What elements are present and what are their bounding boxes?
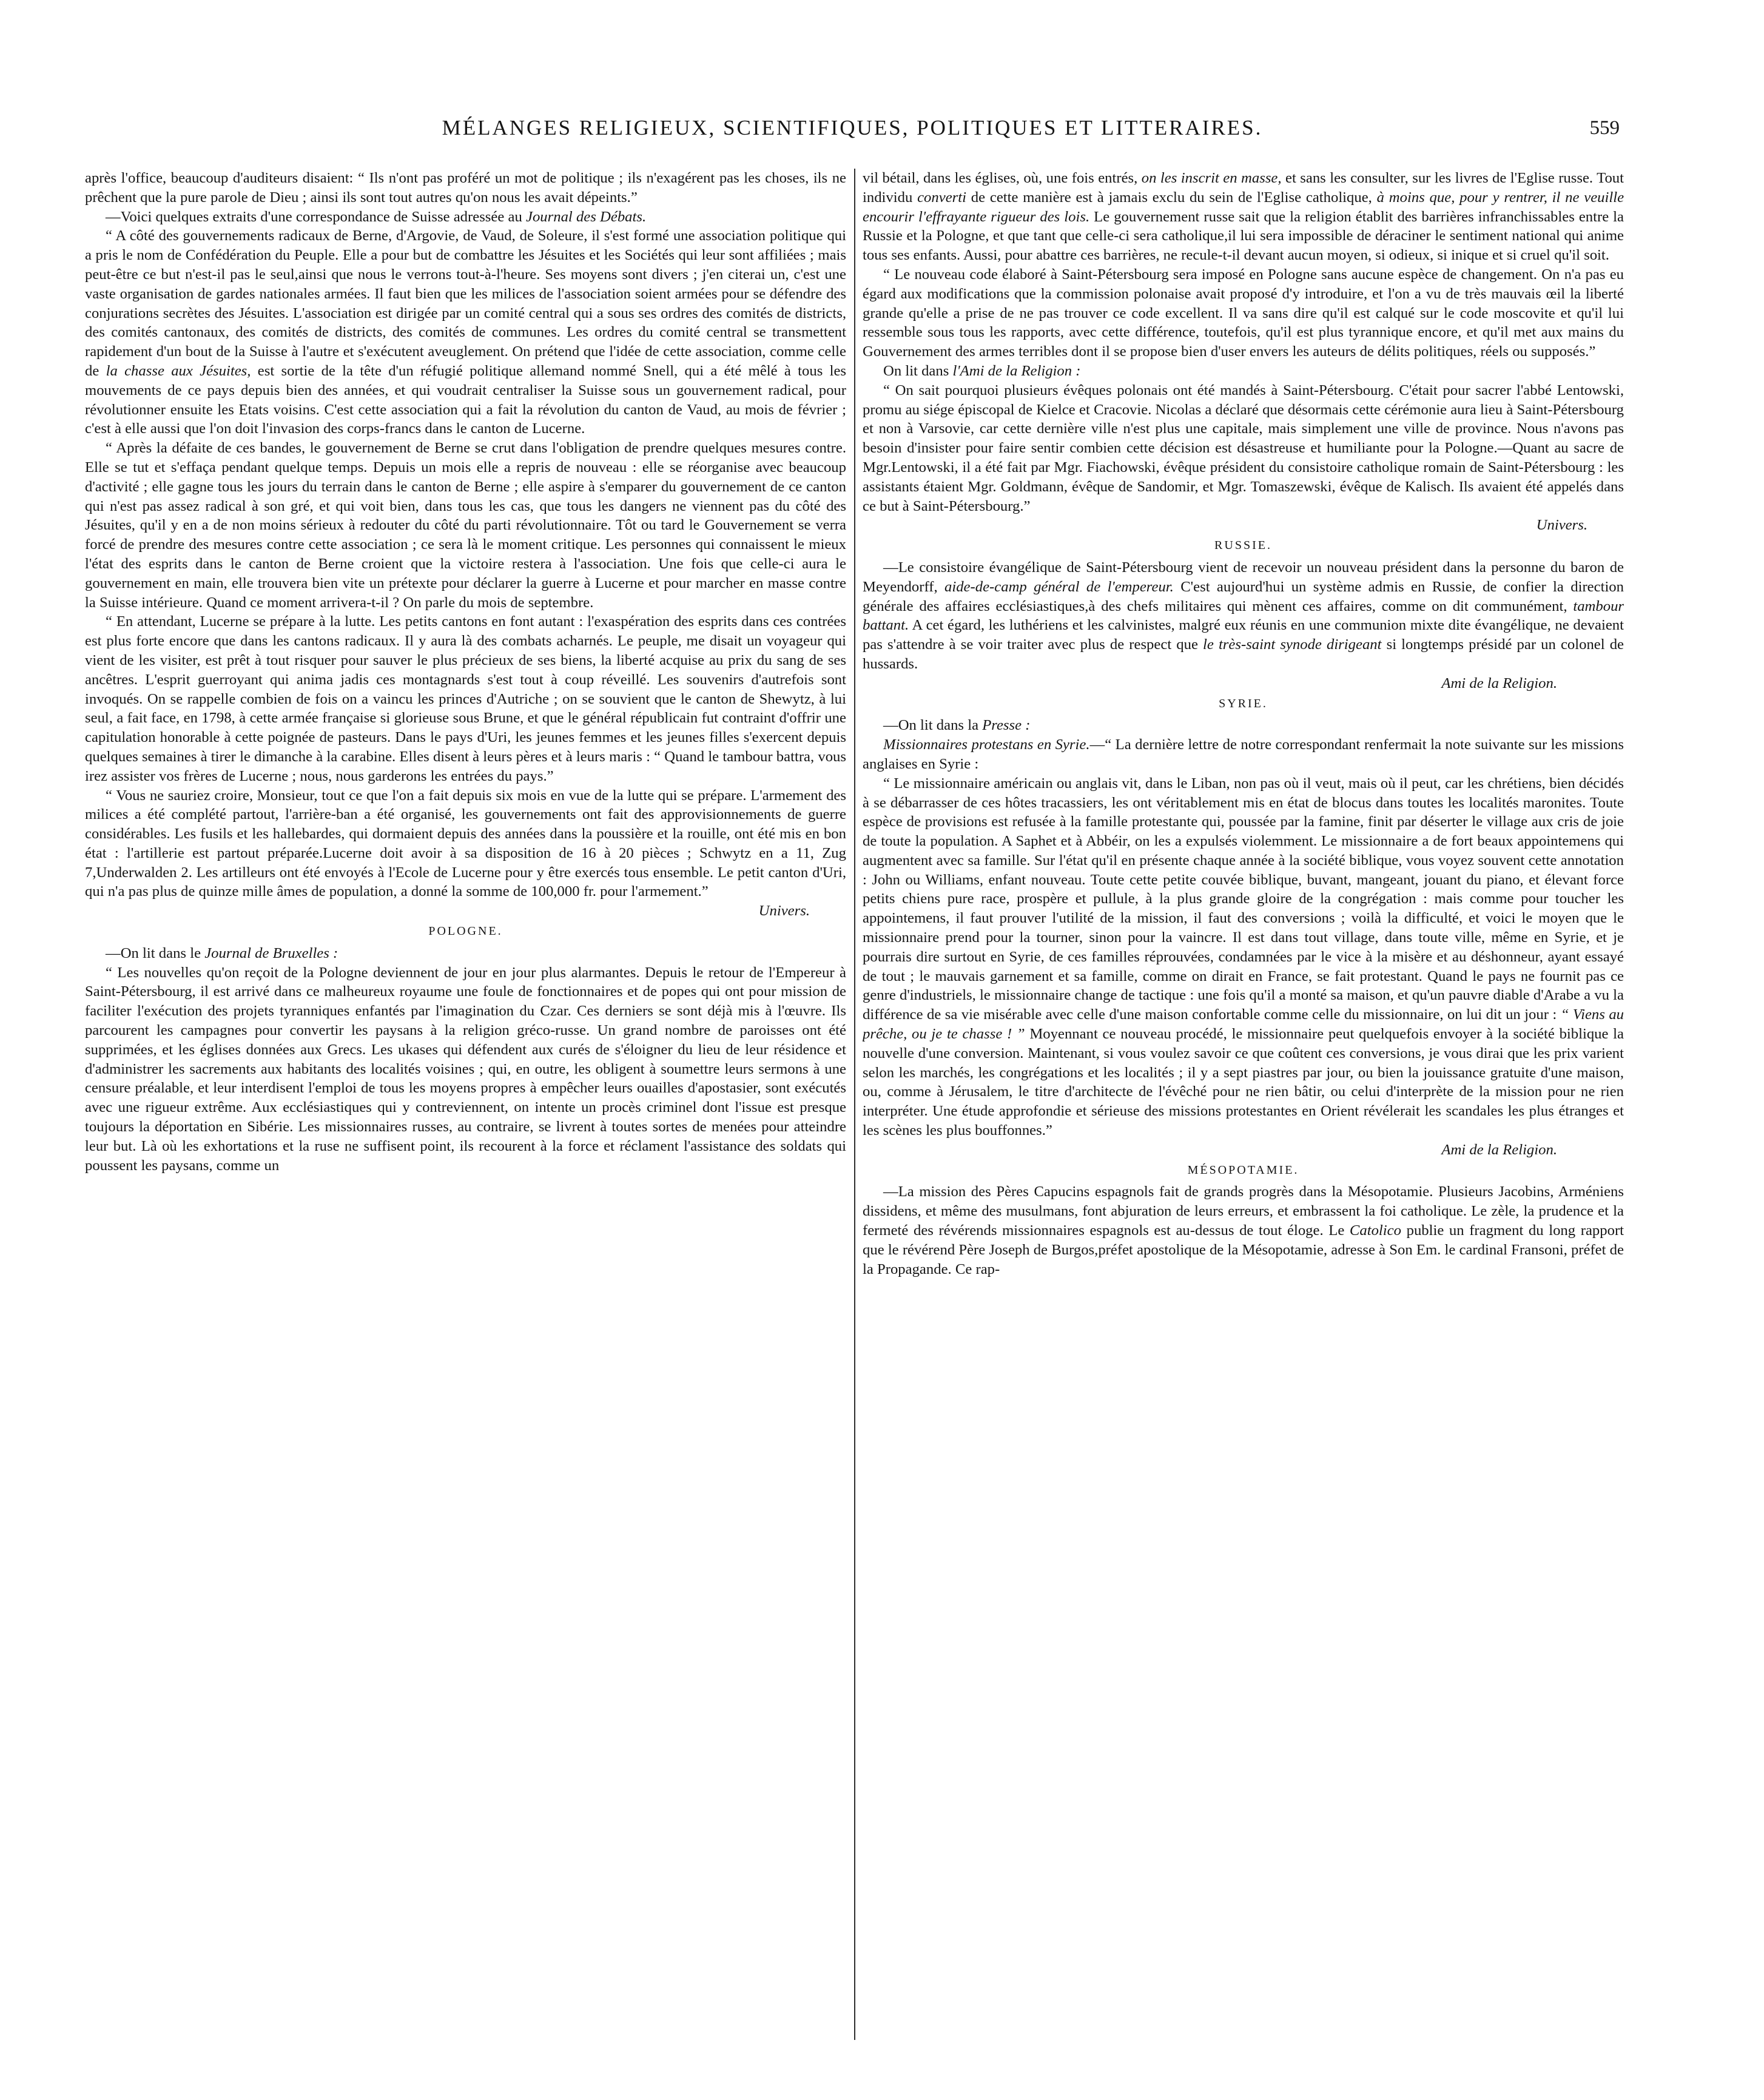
newspaper-name: Journal des Débats. [525,208,647,225]
running-title: MÉLANGES RELIGIEUX, SCIENTIFIQUES, POLITIQUES ET LITTERAIRES. [442,116,1263,140]
source-signature: Ami de la Religion. [1441,675,1557,692]
text: “ Vous ne sauriez croire, Monsieur, tout ce que l'on a fait depuis six mois en vue de la lutte qui se prépare. L'armement des milices a été complété partout, l'arrière-ban a été organisé, les gouvernements ont fait des approvisionnements de guerre considérables. Les fusils et les hallebardes, qui dormaient depuis des années dans la poussière et la rouille, ont été mis en bon état : l'artillerie est partout préparée.Lucerne doit avoir à sa disposition de 16 à 20 pièces ; Schwytz en a 11, Zug 7,Underwalden 2. Les artilleurs ont été envoyés à l'Ecole de Lucerne pour y être exercés tous ensemble. Le petit canton d'Uri, qui n'a pas plus de quinze mille âmes de population, a donné la somme de 100,000 fr. pour l'armement.” [85,787,846,900]
text: Le gouvernement russe sait que la religion établit des barrières infranchissables entre la Russie et la Pologne, et que tant que celle-ci sera catholique,il lui sera impossible de déraciner le sentiment national qui anime tous ses enfants. Aussi, pour abattre ces barrières, ne recule-t-il devant aucun moyen, si odieux, si inique et si cruel qu'il soit. [863,208,1624,264]
section-heading-russie: RUSSIE. [1214,539,1272,553]
paragraph: après l'office, beaucoup d'auditeurs disaient: “ Ils n'ont pas proféré un mot de politique ; ils n'exagérent pas les choses, ils ne prêchent que la pure parole de Dieu ; ainsi ils sont tout autres qu'on nous les avait dépeints.” [85,170,846,206]
source-signature: Univers. [758,903,810,920]
emphasis: la chasse aux Jésuites, [106,362,251,379]
page-number: 559 [1589,117,1620,139]
paragraph [863,558,1624,693]
source-signature: Univers. [1536,517,1587,534]
text: vil bétail, dans les églises, où, une fois entrés, [863,170,1138,186]
right-column [863,169,1624,2043]
paragraph [85,944,846,963]
text: “ A côté des gouvernements radicaux de Berne, d'Argovie, de Vaud, de Soleure, il s'est formé une association politique qui a pris le nom de Confédération du Peuple. Elle a pour but de combattre les Jésuites et les Sociétés qui leur sont affiliées ; mais peut-être ce but n'est-il pas le seul,ainsi que nous le verrons tout-à-l'heure. Ses moyens sont divers ; j'en citerai un, c'est une vaste organisation de gardes nationales armées. Il faut bien que les milices de l'association soient armées pour se défendre des conjurations secrètes des Jésuites. L'association est dirigée par un comité central qui a sous ses ordres des comités de districts, des comités cantonaux, des comités de districts, des comités de communes. Les ordres du comité central se transmettent rapidement d'un bout de la Suisse à l'autre et s'exécutent aveuglement. On prétend que l'idée de cette association, comme celle de [85,227,846,379]
text: est sortie de la tête d'un réfugié politique allemand nommé Snell, qui a été mêlé à tous les mouvements de ce pays depuis bien des années, et qui voudrait centraliser la Suisse sous un gouvernement radical, pour révolutionner ensuite les Etats voisins. C'est cette association qui a fait la révolution du canton de Vaud, au mois de février ; c'est à elle aussi que l'on doit l'invasion des corps-francs dans le canton de Lucerne. [85,362,846,437]
paragraph [863,169,1624,265]
paragraph [863,774,1624,1160]
paragraph [863,362,1624,381]
newspaper-name: Presse : [982,717,1031,734]
emphasis: le très-saint synode dirigeant [1203,636,1382,653]
paragraph [863,1182,1624,1279]
emphasis: tambour battant. [863,597,1624,634]
paragraph: “ En attendant, Lucerne se prépare à la lutte. Les petits cantons en font autant : l'exaspération des esprits dans ces contrées est plus forte encore que dans les cantons radicaux. Il y aura là des combats acharnés. Le peuple, me disait un voyageur qui vient de les visiter, est prêt à tout risquer pour sauver le plus précieux de ses biens, la liberté acquise au prix du sang de ses ancêtres. L'esprit guerroyant qui anima jadis ces montagnards s'est tout à coup réveillé. Les souvenirs d'autrefois sont invoqués. On se rappelle combien de fois on a vaincu les princes d'Autriche ; on se souvient que le canton de Shewytz, à lui seul, a fait face, en 1798, à cette armée française si glorieuse sous Brune, et que le général républicain fut contraint d'offrir une capitulation honorable à cette poignée de pasteurs. Dans le pays d'Uri, les jeunes femmes et les jeunes filles s'exercent depuis quelques semaines à tirer le dimanche à la carabine. Elles disent à leurs pères et à leurs maris : “ Quand le tambour battra, vous irez assister vos frères de Lucerne ; nous, nous garderons les entrées du pays.” [85,613,846,784]
section-heading-pologne: POLOGNE. [428,924,503,938]
emphasis: on les inscrit en masse, [1141,170,1282,186]
text: —On lit dans le [106,944,201,961]
text: et sans les consulter, sur les livres de l'Eglise russe. Tout individu [863,170,1624,206]
paragraph [863,735,1624,774]
article-title: Missionnaires protestans en Syrie. [883,736,1090,753]
text: “ On sait pourquoi plusieurs évêques polonais ont été mandés à Saint-Pétersbourg. C'était pour sacrer l'abbé Lentowski, promu au siége épiscopal de Kielce et Cracovie. Nicolas a déclaré que désormais cette cérémonie aura lieu à Saint-Pétersbourg et non à Varsovie, car cette dernière ville n'est plus une capitale, mais simplement une ville de province. Nous n'avons pas besoin d'insister pour faire sentir combien cette décision est désastreuse et humiliante pour la Pologne.—Quant au sacre de Mgr.Lentowski, il a été fait par Mgr. Fiachowski, évêque président du consistoire catholique romain de Saint-Pétersbourg : les assistants étaient Mgr. Goldmann, évêque de Sandomir, et Mgr. Tomaszewski, évêque de Kalisch. Ils avaient été appelés dans ce but à Saint-Pétersbourg.” [863,382,1624,514]
paragraph: “ Le nouveau code élaboré à Saint-Pétersbourg sera imposé en Pologne sans aucune espèce de changement. On n'a pas eu égard aux modifications que la commission polonaise avait proposé d'y introduire, et l'on a vu de très mauvais œil la liberté grande qu'elle a prise de ne pas trouver ce code excellent. Il va sans dire qu'il est calqué sur le code moscovite et qu'il lui ressemble sous tous les rapports, avec cette différence, toutefois, qu'il est plus tyrannique encore, et qu'il met aux mains du Gouvernement des armes terribles dont il se propose bien d'user envers les auteurs de délits politiques, réels ou supposés.” [863,266,1624,360]
paragraph [85,786,846,921]
newspaper-name: l'Ami de la Religion : [952,362,1081,379]
text: On lit dans [883,362,949,379]
paragraph: “ Après la défaite de ces bandes, le gouvernement de Berne se crut dans l'obligation de prendre quelques mesures contre. Elle se tut et s'effaça pendant quelque temps. Depuis un mois elle a repris de nouveau : elle se réorganise avec beaucoup d'activité ; elle gagne tous les jours du terrain dans le canton de Berne ; elle aspire à s'emparer du gouvernement de ce canton qui n'est pas assez radical à son gré, et qui voit bien, dans tous les cas, que tous les dangers ne viennent pas du côté des Jésuites, qu'il y en a de non moins sérieux à redouter du côté du parti révolutionnaire. Tôt ou tard le Gouvernement se verra forcé de prendre des mesures contre cette association ; ce sera là le moment critique. Les personnes qui connaissent le mieux l'état des esprits dans le canton de Berne croient que la victoire restera à l'association. Une fois que celle-ci aura le gouvernement en main, elle trouvera bien vite un prétexte pour déclarer la guerre à Lucerne et pour marcher en masse contre la Suisse intérieure. Quand ce moment arrivera-t-il ? On parle du mois de septembre. [85,440,846,611]
text: Moyennant ce nouveau procédé, le missionnaire peut quelquefois envoyer à la société biblique la nouvelle d'une conversion. Maintenant, si vous voulez savoir ce que coûtent ces conversions, je vous dirai que les prix varient selon les marchés, les congrégations et les localités ; il y a sept piastres par jour, ou bien la jouissance gratuite d'une maison, ou, comme à Jérusalem, le titre d'architecte de l'évêché pour ne rien bâtir, ou celui d'interprète de la mission pour ne rien interpréter. Une étude approfondie et sérieuse des missions protestantes en Orient révélerait les scandales les plus étranges et les scènes les plus bouffonnes.” [863,1026,1624,1139]
left-column [85,169,846,2043]
text: A cet égard, les luthériens et les calvinistes, malgré eux réunis en une communion mixte dite évangélique, ne devaient pas s'attendre à se voir traiter avec plus de respect que [863,617,1624,653]
newspaper-name: Journal de Bruxelles : [204,944,338,961]
column-divider [854,169,855,2040]
text: —Voici quelques extraits d'une correspondance de Suisse adressée au [106,208,522,225]
text: si longtemps présidé par un colonel de hussards. [863,636,1624,672]
newspaper-name: Catolico [1349,1222,1401,1239]
emphasis: aide-de-camp général de l'empereur. [944,578,1174,595]
source-signature: Ami de la Religion. [1441,1141,1557,1158]
text: —On lit dans la [883,717,979,734]
paragraph: “ Les nouvelles qu'on reçoit de la Pologne deviennent de jour en jour plus alarmantes. Depuis le retour de l'Empereur à Saint-Pétersbourg, il est arrivé dans ce malheureux royaume une foule de fonctionnaires et de popes qui ont pour mission de faciliter l'exécution des projets tyranniques enfantés par l'imagination du Czar. Ces derniers se sont déjà mis à l'œuvre. Ils parcourent les campagnes pour convertir les paysans à la religion gréco-russe. Un grand nombre de paroisses ont été supprimées, et les églises données aux Grecs. Les ukases qui défendent aux curés de s'éloigner du lieu de leur résidence et d'administrer les sacrements aux habitants des localités voisines ; qui, en outre, les obligent à soumettre leurs sermons à une censure préalable, et leur interdisent l'emploi de tous les moyens propres à empêcher leurs ouailles d'apostasier, sont exécutés avec une rigueur extrême. Aux ecclésiastiques qui y contreviennent, on intente un procès criminel dont l'issue est presque toujours la déportation en Sibérie. Les missionnaires russes, au contraire, se livrent à toutes sortes de menées pour atteindre leur but. Là où les exhortations et la ruse ne suffisent point, ils recourent à la force et réclament l'assistance des soldats qui poussent les paysans, comme un [85,964,846,1174]
emphasis: converti [917,189,966,206]
section-heading-syrie: SYRIE. [1219,696,1268,710]
section-heading-mesopotamie: MÉSOPOTAMIE. [1187,1163,1299,1177]
paragraph [85,207,846,227]
text: C'est aujourd'hui un système admis en Russie, de confier la direction générale des affaires ecclésiastiques,à des chefs militaires qui mènent ces affaires, comme on dit communément, [863,578,1624,614]
text: —Le consistoire évangélique de Saint-Pétersbourg vient de recevoir un nouveau président dans la personne du baron de Meyendorff, [863,559,1624,595]
paragraph [863,381,1624,535]
text: “ Le missionnaire américain ou anglais vit, dans le Liban, non pas où il veut, mais où il peut, car les chrétiens, bien décidés à se débarrasser de ces hôtes tracassiers, les ont véritablement mis en état de blocus dans toutes les localités maronites. Toute espèce de provisions est refusée à la famille protestante qui, poussée par la famine, finit par déserter le village aux cris de joie de toute la population. A Saphet et à Abbéir, on les a expulsés violemment. Le missionnaire a de fort beaux appointemens qui augmentent avec sa famille. Sur l'état qu'il en présente chaque année à la société biblique, vous voyez souvent cette annotation : John ou Williams, enfant nouveau. Toute cette petite couvée biblique, buvant, mangeant, jouant du piano, et élevant force petits chiens pure race, prospère et pullule, à la plus grande gloire de la congrégation : mais comme pour toucher les appointemens, il faut prouver l'utilité de la mission, il faut des conversions ; voilà la difficulté, et voici le moyen que le missionnaire prend pour la tourner, sinon pour la vaincre. Il est dans tout village, dans toute ville, même en Syrie, et je pourrais dire surtout en Syrie, de ces familles réprouvées, condamnées par le vice à la misère et au déshonneur, ayant essayé de tout ; le mauvais garnement et sa famille, comme on dirait en France, se fait protestant. Quand le pays ne fournit pas ce genre d'industriels, le missionnaire change de tactique : une fois qu'il a monté sa maison, et qu'un pauvre diable d'Arabe a vu la différence de sa vie misérable avec celle d'une maison confortable comme celle du missionnaire, on lui dit un jour : [863,775,1624,1023]
text: —“ La dernière lettre de notre correspondant renfermait la note suivante sur les missions anglaises en Syrie : [863,736,1624,772]
paragraph [863,716,1624,735]
page-header [85,113,1620,149]
emphasis: à moins que, pour y rentrer, il ne veuille encourir l'effrayante rigueur des lois. [863,189,1624,225]
paragraph [85,226,846,439]
text: de cette manière est à jamais exclu du sein de l'Eglise catholique, [971,189,1372,206]
text: publie un fragment du long rapport que le révérend Père Joseph de Burgos,préfet apostolique de la Mésopotamie, adresse à Son Em. le cardinal Fransoni, préfet de la Propagande. Ce rap- [863,1222,1624,1277]
text: —La mission des Pères Capucins espagnols fait de grands progrès dans la Mésopotamie. Plusieurs Jacobins, Arméniens dissidens, et même des musulmans, font abjuration de leurs erreurs, et embrassent la foi catholique. Le zèle, la prudence et la fermeté des révérends missionnaires espagnols est au-dessus de tout éloge. Le [863,1183,1624,1239]
emphasis: “ Viens au prêche, ou je te chasse ! ” [863,1006,1624,1043]
